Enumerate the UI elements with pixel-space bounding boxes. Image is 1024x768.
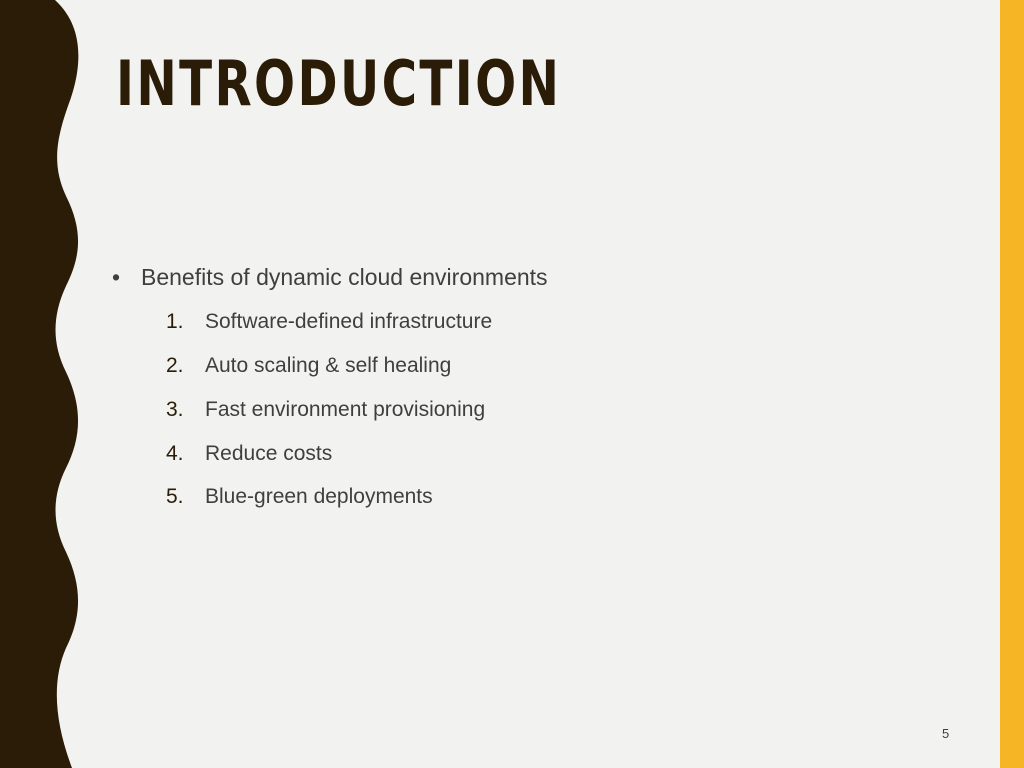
list-item bbox=[166, 442, 492, 485]
list-item-text: Reduce costs bbox=[205, 442, 333, 465]
list-item bbox=[166, 485, 492, 529]
wave-border-shape bbox=[0, 0, 78, 768]
bullet-text: Benefits of dynamic cloud environments bbox=[141, 264, 548, 290]
accent-bar bbox=[1000, 0, 1024, 768]
list-item bbox=[166, 354, 492, 398]
list-item-text: Software-defined infrastructure bbox=[205, 310, 493, 333]
bullet-dot: • bbox=[112, 264, 121, 290]
slide-title: INTRODUCTION bbox=[116, 47, 562, 120]
list-item-text: Auto scaling & self healing bbox=[205, 354, 452, 377]
list-item-number: 3. bbox=[166, 398, 184, 421]
list-item bbox=[166, 398, 492, 442]
bullet-item bbox=[112, 264, 548, 291]
list-item bbox=[166, 310, 492, 354]
list-item-text: Fast environment provisioning bbox=[205, 398, 486, 421]
list-item-text: Blue-green deployments bbox=[205, 485, 433, 508]
page-number: 5 bbox=[942, 726, 950, 741]
list-item-number: 2. bbox=[166, 354, 184, 377]
list-item-number: 4. bbox=[166, 442, 184, 465]
numbered-list bbox=[166, 310, 492, 529]
wave-border bbox=[0, 0, 90, 768]
list-item-number: 5. bbox=[166, 485, 184, 508]
list-item-number: 1. bbox=[166, 310, 184, 333]
